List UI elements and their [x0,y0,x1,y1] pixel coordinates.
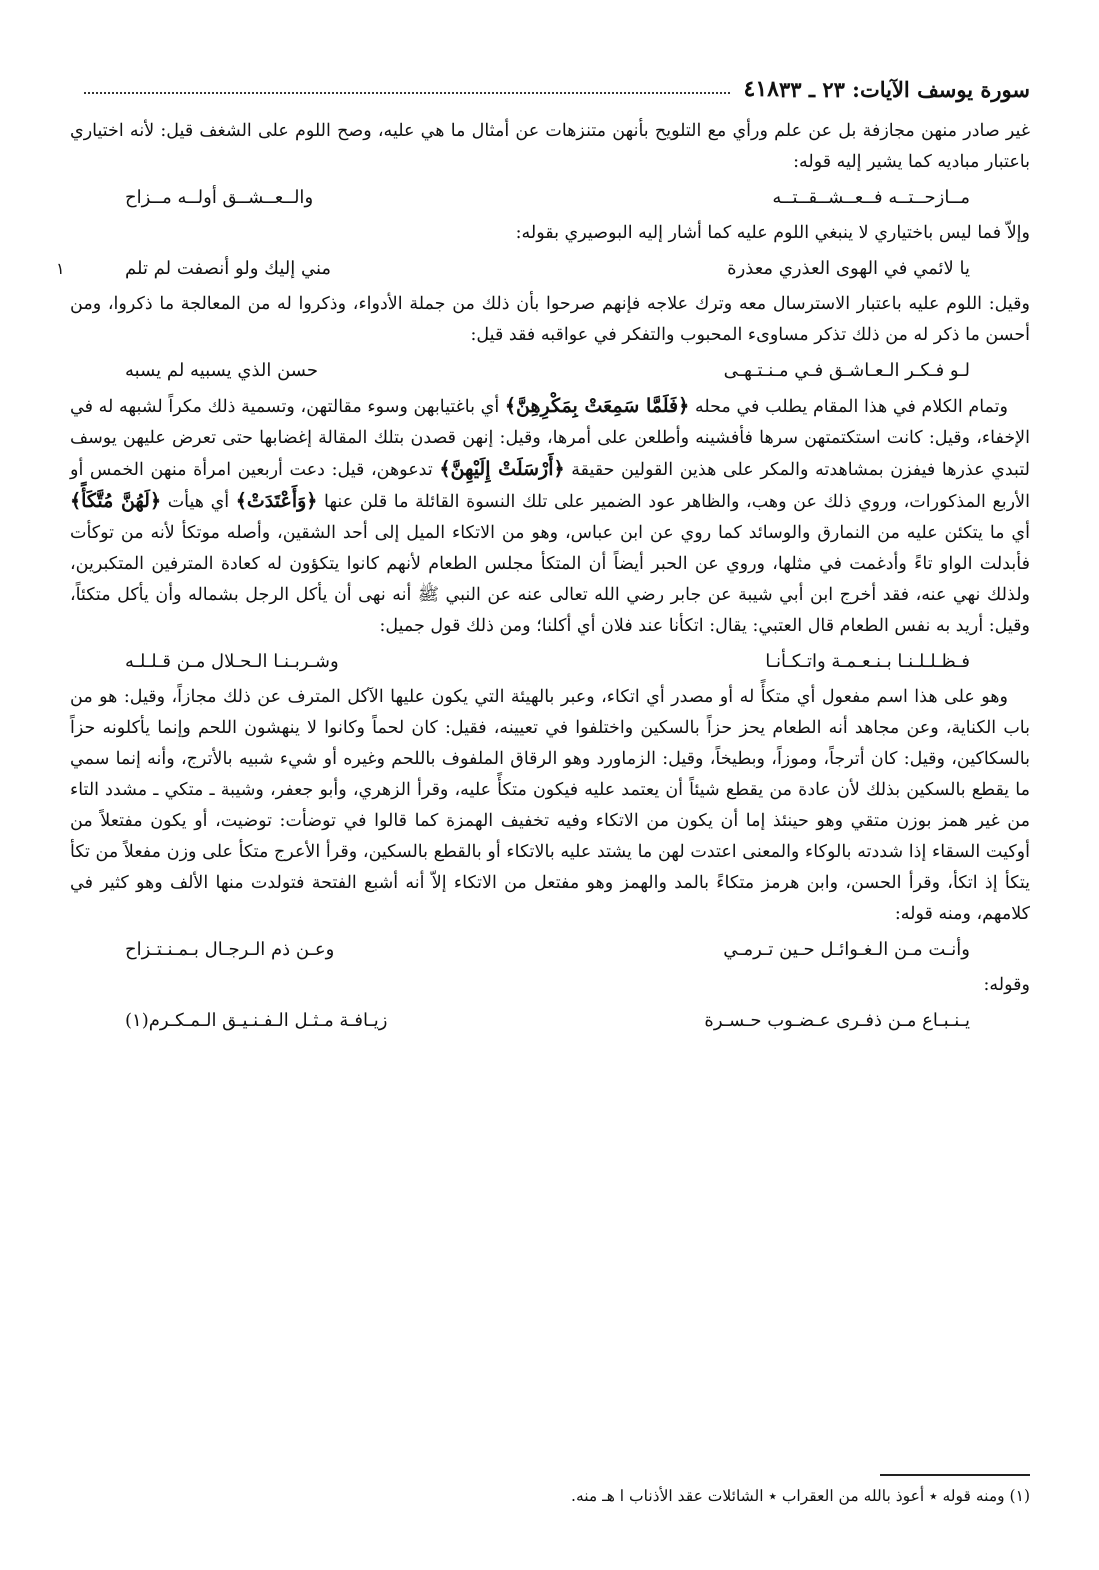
verse-second-hemistich: مني إليك ولو أنصفت لم تلم [125,258,332,279]
running-header [70,72,1030,106]
paragraph: وقيل: اللوم عليه باعتبار الاسترسال معه وترك علاجه فإنهم صرحوا بأن ذلك من جملة الأدواء، وذكروا له من المعالجة ما ذكروا، ومن أحسن ما ذكر له من ذلك تذكر مساوىء المحبوب والتفكر في عواقبه فقد قيل: [70,294,1030,345]
verse [70,930,1030,970]
footnote-separator [880,1474,1030,1476]
verse-first-hemistich: فـظـلـلـنـا بـنـعـمـة واتـكـأنـا [765,651,970,672]
text-run: أي هيأت [167,492,230,512]
paragraph: وهو على هذا اسم مفعول أي متكأً له أو مصدر أي اتكاء، وعبر بالهيئة التي يكون عليها الآكل المترف عن ذلك مجازاً، وقيل: هو من باب الكناية، وعن مجاهد أنه الطعام يحز حزاً بالسكين واختلفوا في تعيينه، فقيل: كان لحماً وكانوا لا ينهشون اللحم وإنما يأكلونه حزاً بالسكاكين، وقيل: كان أترجاً، وموزاً، وبطيخاً، وقيل: الزماورد وهو الرقاق الملفوف باللحم وغيره أو شيء شبيه بالأترج، وأنه إنما سمي ما يقطع بالسكين بذلك لأن عادة من يقطع شيئاً أن يعتمد عليه فيكون متكأً عليه، وقرأ الزهري، وأبو جعفر، وشيبة ـ متكي ـ مشدد التاء من غير همز بوزن متقي وهو حينئذ إما أن يكون من الاتكاء وفيه تخفيف الهمزة كما قالوا في توضأت: توضيت، أو يكون مفتعلاً من أوكيت السقاء إذا شددته بالوكاء والمعنى اعتدت لهن ما يشتد عليه بالاتكاء أو بالقطع بالسكين، وقرأ الأعرج متكأ على وزن مفعلاً من تكأ يتكأ إذ اتكأ، وقرأ الحسن، وابن هرمز متكاءً بالمد والهمز وهو مفتعل من الاتكاء إلاّ أنه أشبع الفتحة فتولدت منها الألف وهو كثير في كلامهم، ومنه قوله: [70,687,1030,924]
verse-second-hemistich: حسن الذي يسبيه لم يسبه [125,360,318,381]
verse-second-hemistich: زيـافـة مـثـل الـفـنـيـق الـمـكـرم(١) [125,1010,388,1031]
verse [70,351,1030,391]
text-run: وتمام الكلام في هذا المقام يطلب في محله [694,397,1008,417]
paragraph: غير صادر منهن مجازفة بل عن علم ورأي مع التلويح بأنهن متنزهات عن أمثال ما هي عليه، وصح اللوم على الشغف قيل: لأنه اختياري باعتبار مباديه كما يشير إليه قوله: [70,121,1030,172]
verse [56,249,1030,289]
verse-first-hemistich: لـو فـكـر الـعـاشـق فـي مـنـتـهـى [723,360,970,381]
verse [70,178,1030,218]
verse-second-hemistich: والــعــشــق أولــه مــزاح [125,187,314,208]
page-number: ٤١٨ [743,76,779,102]
quran-quote: ﴿أَرْسَلَتْ إِلَيْهِنَّ﴾ [439,458,565,480]
text-run: أي ما يتكئن عليه من النمارق والوسائد كما روي عن ابن عباس، وهو من الاتكاء الميل إلى أحد الشقين، وأصله موتكأ لأنه من توكأت فأبدلت الواو تاءً وأدغمت في مثلها، وروي عن الحبر أيضاً أن المتكأ مجلس الطعام لأنهم كانوا يتكؤون له كعادة المترفين المتكبرين، ولذلك نهي عنه، فقد أخرج ابن أبي شيبة عن جابر رضي الله تعالى عنه عن النبي ﷺ أنه نهى أن يأكل الرجل بشماله وأن يأكل متكئاً، وقيل: أريد به نفس الطعام قال العتبي: يقال: اتكأنا عند فلان أي أكلنا؛ ومن ذلك قول جميل: [70,523,1030,636]
header-title: سورة يوسف الآيات: ٢٣ ـ ٣٣ [778,76,1030,102]
verse-first-hemistich: مــازحــتــه فــعــشــقــتــه [772,187,970,208]
paragraph: وقوله: [983,975,1030,995]
paragraph [70,391,1030,642]
quran-quote: ﴿وَأَعْتَدَتْ﴾ [235,490,318,512]
verse [70,1001,1030,1041]
quran-quote: ﴿فَلَمَّا سَمِعَتْ بِمَكْرِهِنَّ﴾ [504,395,690,417]
footnote: (١) ومنه قوله ٭ أعوذ بالله من العقراب ٭ الشائلات عقد الأذناب ا هـ منه. [571,1487,1030,1505]
verse-second-hemistich: وشـربـنـا الـحـلال مـن قـلـلـه [125,651,339,672]
text-run: تدعوهن، قيل: دعت أربعين امرأة منهن الخمس أو الأربع المذكورات، وروي ذلك عن وهب، والظاهر عود الضمير على تلك النسوة القائلة ما قلن عنها [70,460,1030,512]
document-page [56,72,1030,1512]
quran-quote: ﴿لَهُنَّ مُتَّكَأً﴾ [70,490,162,512]
verse-first-hemistich: وأنـت مـن الـغـوائـل حـين تـرمـي [723,939,970,960]
text-run: أي باغتيابهن وسوء مقالتهن، وتسمية ذلك مكراً لشبهه له في الإخفاء، وقيل: كانت استكتمتهن سرها فأفشينه وأطلعن على أمرها، وقيل: إنهن قصدن بتلك المقالة إغضابها حتى تعرض عليهن يوسف لتبدي عذرها فيفزن بمشاهدته والمكر على هذين القولين حقيقة [70,397,1030,480]
paragraph: وإلاّ فما ليس باختياري لا ينبغي اللوم عليه كما أشار إليه البوصيري بقوله: [515,223,1030,243]
header-dots [84,92,730,94]
verse-first-hemistich: يـنـبـاع مـن ذفـرى عـضـوب حـسـرة [704,1010,970,1031]
verse [70,642,1030,682]
verse-first-hemistich: يا لائمي في الهوى العذري معذرة [727,258,970,279]
verse-second-hemistich: وعـن ذم الـرجـال بـمـنـتـزاح [125,939,335,960]
margin-note-mark: ١ [56,259,65,278]
